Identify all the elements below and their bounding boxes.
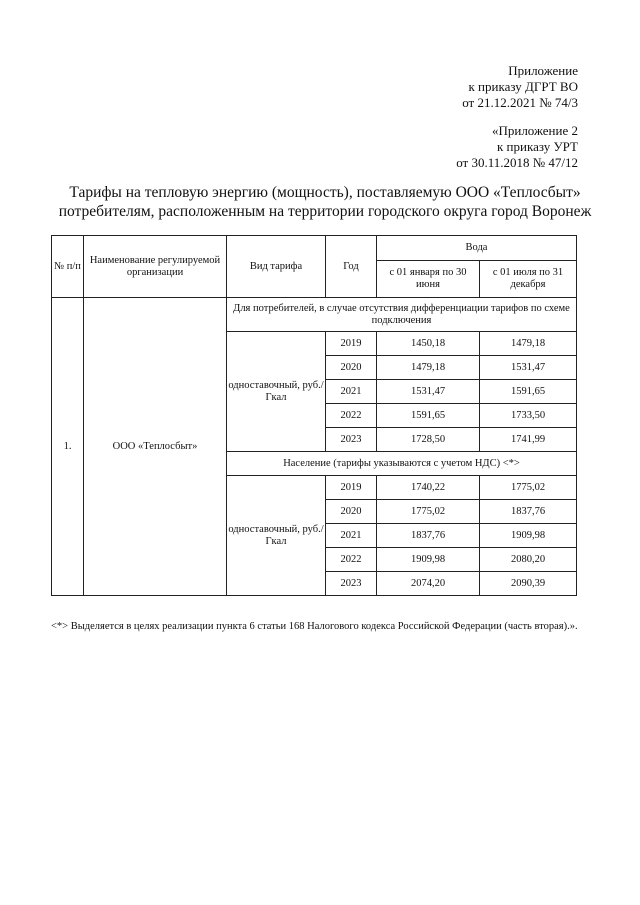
year-cell: 2023 xyxy=(326,572,377,596)
header-year: Год xyxy=(326,236,377,298)
annex-line-1: Приложение xyxy=(508,63,578,78)
header-organization: Наименование регулируемой организации xyxy=(84,236,227,298)
section-1-tariff-type: одноставочный, руб./Гкал xyxy=(227,332,326,452)
previous-annex-line-2: к приказу УРТ xyxy=(496,139,578,154)
tariff-h1-cell: 1450,18 xyxy=(377,332,480,356)
tariff-h1-cell: 1909,98 xyxy=(377,548,480,572)
header-period-1: с 01 января по 30 июня xyxy=(377,261,480,298)
annex-line-3: от 21.12.2021 № 74/3 xyxy=(462,95,578,110)
year-cell: 2023 xyxy=(326,428,377,452)
tariff-h2-cell: 1775,02 xyxy=(480,476,577,500)
year-cell: 2022 xyxy=(326,548,377,572)
previous-annex-line-3: от 30.11.2018 № 47/12 xyxy=(456,155,578,170)
tariff-h1-cell: 1531,47 xyxy=(377,380,480,404)
tariff-h2-cell: 1741,99 xyxy=(480,428,577,452)
organization-name: ООО «Теплосбыт» xyxy=(84,298,227,596)
previous-annex-line-1: «Приложение 2 xyxy=(491,123,578,138)
tariff-h1-cell: 1591,65 xyxy=(377,404,480,428)
year-cell: 2019 xyxy=(326,332,377,356)
tariff-h2-cell: 2090,39 xyxy=(480,572,577,596)
tariff-h2-cell: 2080,20 xyxy=(480,548,577,572)
tariff-h1-cell: 2074,20 xyxy=(377,572,480,596)
tariff-h1-cell: 1740,22 xyxy=(377,476,480,500)
footnote: <*> Выделяется в целях реализации пункта 6 статьи 168 Налогового кодекса Российской Федерации (часть вторая).». xyxy=(51,621,578,632)
tariff-h2-cell: 1909,98 xyxy=(480,524,577,548)
tariff-h1-cell: 1775,02 xyxy=(377,500,480,524)
previous-annex-header xyxy=(456,123,578,171)
title-line-1: Тарифы на тепловую энергию (мощность), поставляемую ООО «Теплосбыт» xyxy=(69,184,581,201)
tariff-h2-cell: 1479,18 xyxy=(480,332,577,356)
year-cell: 2021 xyxy=(326,380,377,404)
section-1-caption: Для потребителей, в случае отсутствия дифференциации тарифов по схеме подключения xyxy=(227,298,577,332)
header-tariff-type: Вид тарифа xyxy=(227,236,326,298)
year-cell: 2022 xyxy=(326,404,377,428)
tariff-h2-cell: 1837,76 xyxy=(480,500,577,524)
annex-line-2: к приказу ДГРТ ВО xyxy=(468,79,578,94)
year-cell: 2021 xyxy=(326,524,377,548)
tariff-table xyxy=(51,235,577,596)
tariff-h1-cell: 1728,50 xyxy=(377,428,480,452)
tariff-h1-cell: 1479,18 xyxy=(377,356,480,380)
document-title xyxy=(40,183,610,221)
header-number: № п/п xyxy=(52,236,84,298)
row-number: 1. xyxy=(52,298,84,596)
header-period-2: с 01 июля по 31 декабря xyxy=(480,261,577,298)
title-line-2: потребителям, расположенным на территории городского округа город Воронеж xyxy=(58,203,592,220)
annex-header xyxy=(462,63,578,111)
tariff-h2-cell: 1531,47 xyxy=(480,356,577,380)
tariff-h2-cell: 1733,50 xyxy=(480,404,577,428)
tariff-h2-cell: 1591,65 xyxy=(480,380,577,404)
section-2-tariff-type: одноставочный, руб./Гкал xyxy=(227,476,326,596)
year-cell: 2020 xyxy=(326,356,377,380)
year-cell: 2019 xyxy=(326,476,377,500)
tariff-h1-cell: 1837,76 xyxy=(377,524,480,548)
year-cell: 2020 xyxy=(326,500,377,524)
section-2-caption: Население (тарифы указываются с учетом НДС) <*> xyxy=(227,452,577,476)
header-water: Вода xyxy=(377,236,577,261)
